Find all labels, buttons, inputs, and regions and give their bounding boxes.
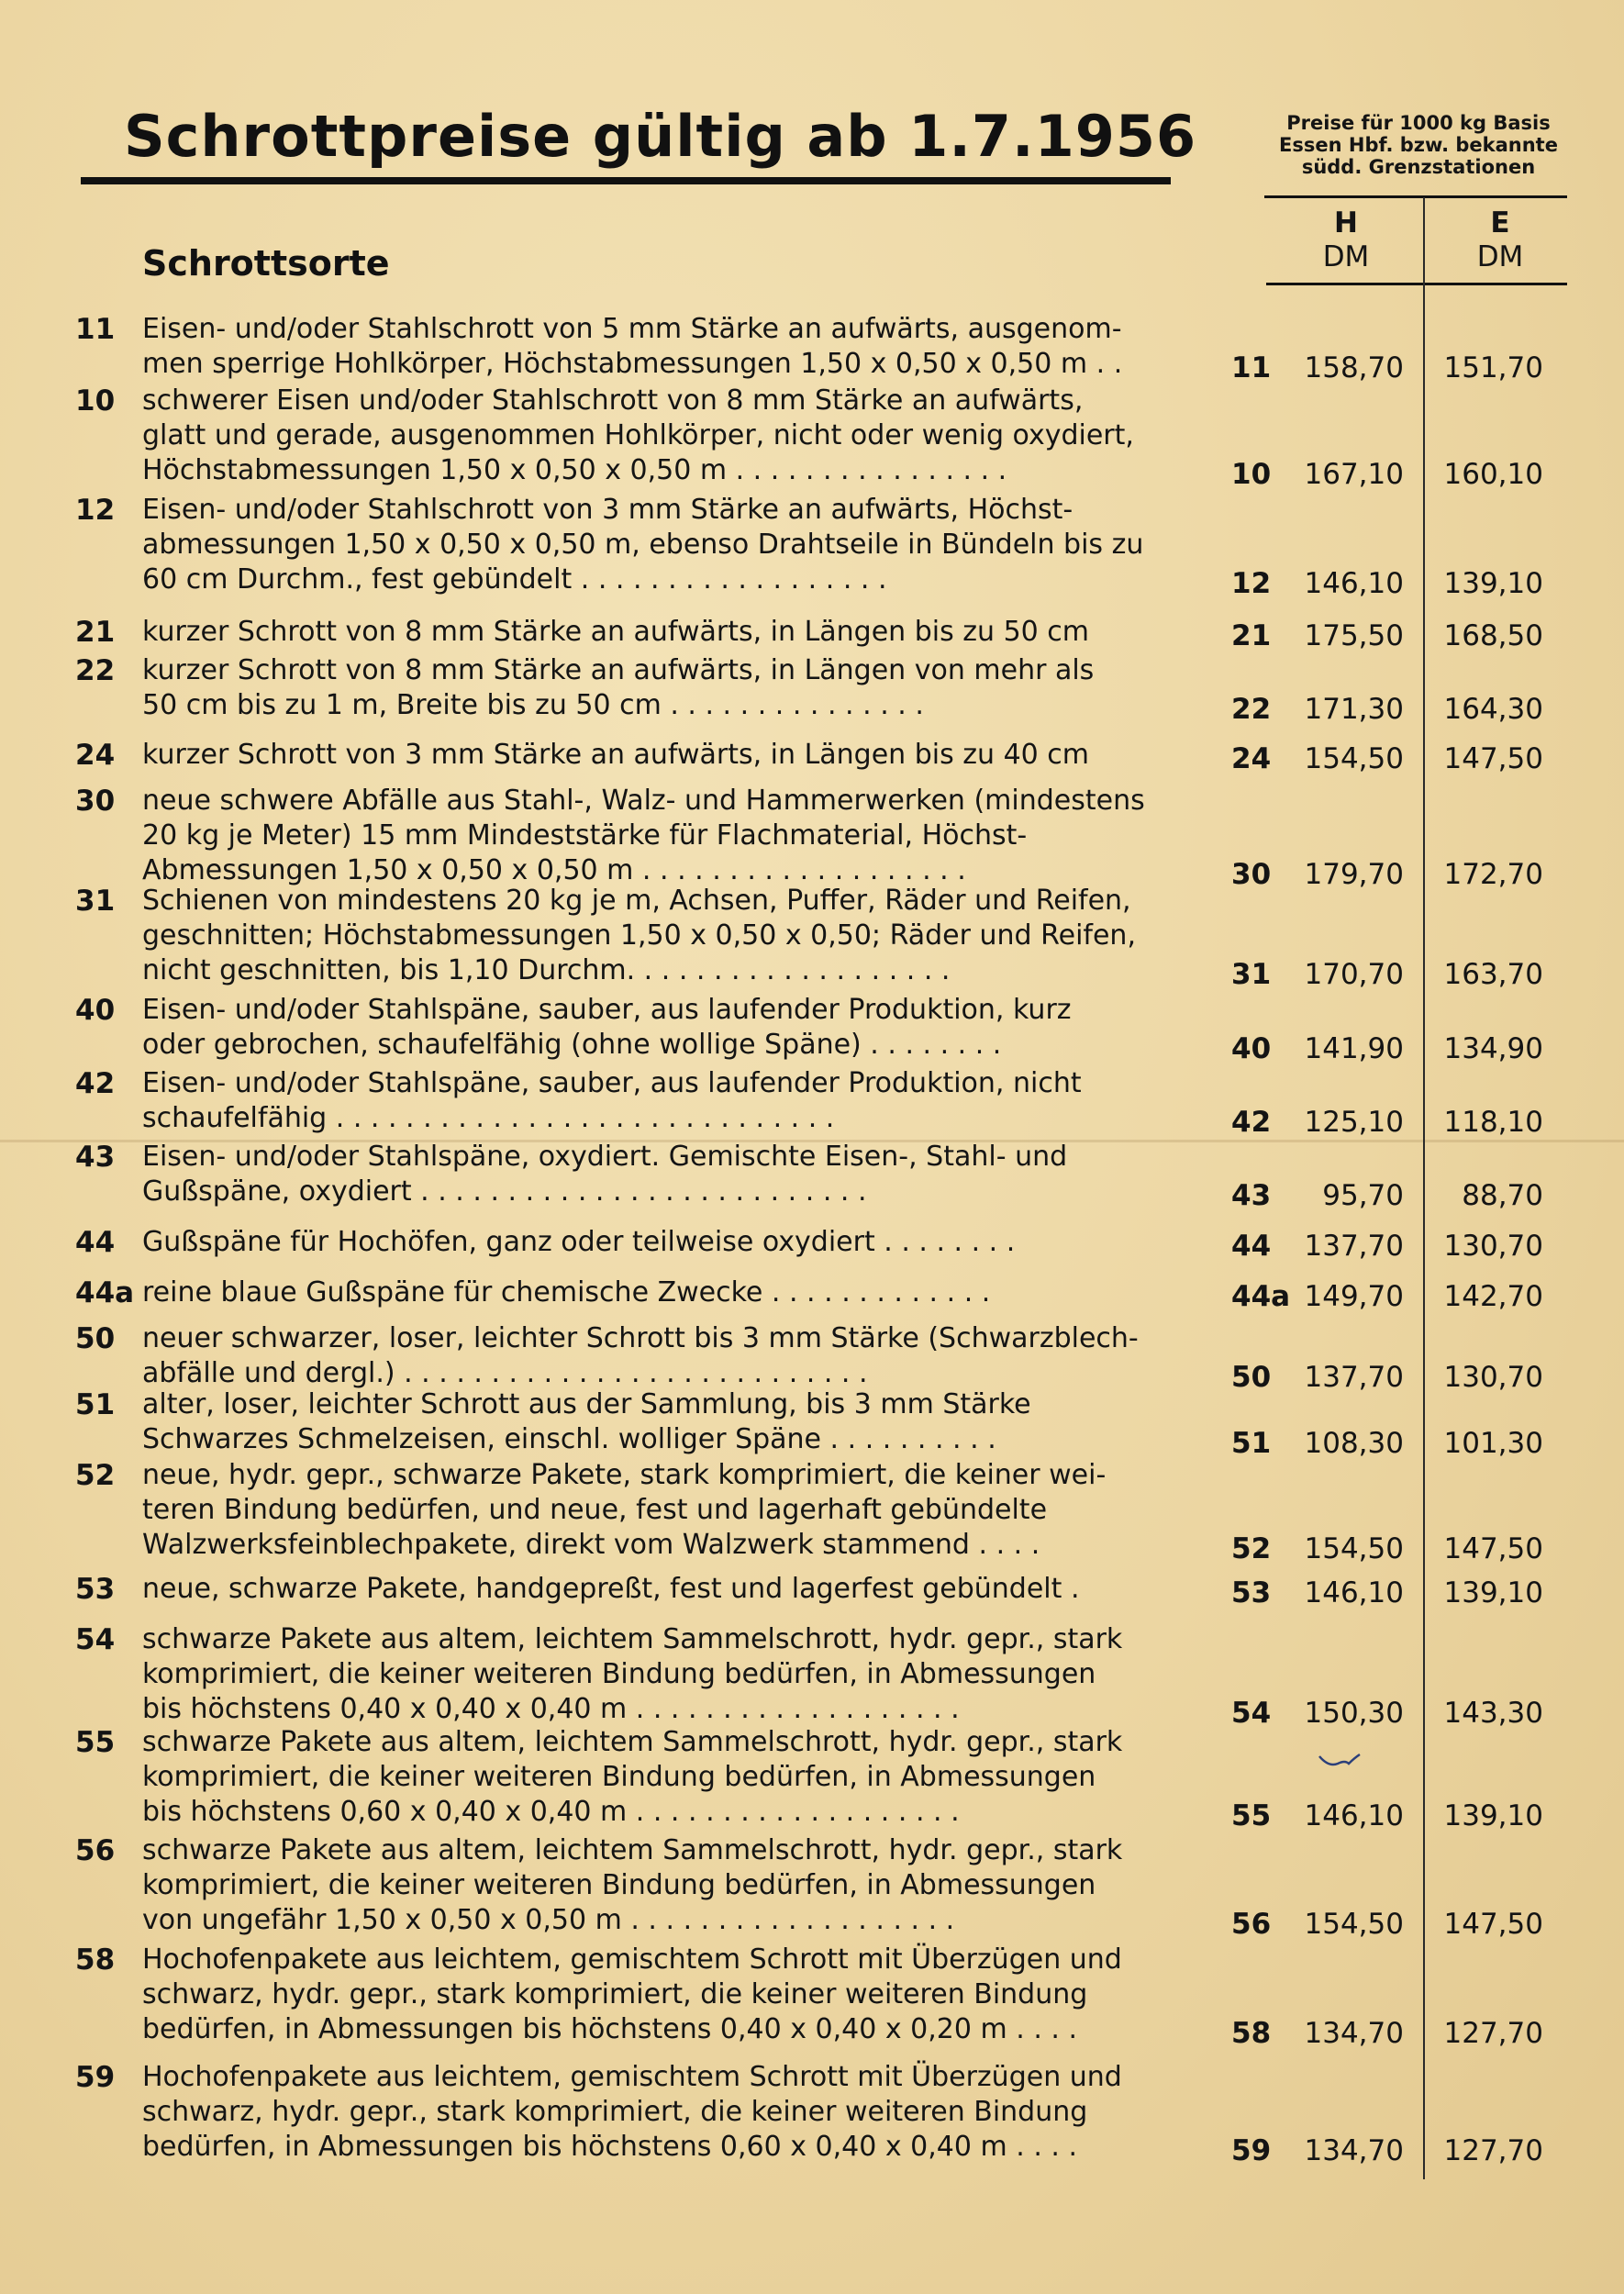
item-code-repeat: 53 — [1231, 1576, 1272, 1609]
description-line: schwerer Eisen und/oder Stahlschrott von 8 mm Stärke an aufwärts, — [142, 384, 1084, 417]
price-h: 146,10 — [1304, 567, 1404, 600]
item-code: 21 — [75, 616, 116, 649]
item-code-repeat: 52 — [1231, 1532, 1272, 1565]
description-line: schwarze Pakete aus altem, leichtem Sammelschrott, hydr. gepr., stark — [142, 1834, 1123, 1866]
item-code-repeat: 42 — [1231, 1106, 1272, 1139]
item-code: 53 — [75, 1573, 116, 1606]
item-description — [142, 784, 1208, 888]
price-h: 170,70 — [1304, 958, 1404, 991]
item-code-repeat: 51 — [1231, 1427, 1272, 1460]
column-header-e — [1431, 206, 1569, 274]
item-code-repeat: 22 — [1231, 693, 1272, 726]
description-line: reine blaue Gußspäne für chemische Zwecke . . . . . . . . . . . . . — [142, 1276, 991, 1308]
description-line: men sperrige Hohlkörper, Höchstabmessungen 1,50 x 0,50 x 0,50 m . . — [142, 348, 1123, 380]
item-description — [142, 493, 1208, 597]
description-line: schwarze Pakete aus altem, leichtem Sammelschrott, hydr. gepr., stark — [142, 1623, 1123, 1655]
item-description — [142, 1943, 1208, 2047]
title-underline — [81, 177, 1171, 184]
item-description — [142, 2060, 1208, 2165]
item-code-repeat: 44 — [1231, 1230, 1272, 1263]
price-e: 151,70 — [1443, 351, 1543, 384]
description-line: komprimiert, die keiner weiteren Bindung bedürfen, in Abmessungen — [142, 1869, 1096, 1901]
item-code-repeat: 54 — [1231, 1697, 1272, 1730]
price-e: 163,70 — [1443, 958, 1543, 991]
item-description — [142, 1458, 1208, 1563]
description-line: Abmessungen 1,50 x 0,50 x 0,50 m . . . . . . . . . . . . . . . . . . . — [142, 854, 966, 886]
description-line: bedürfen, in Abmessungen bis höchstens 0,40 x 0,40 x 0,20 m . . . . — [142, 2013, 1078, 2045]
description-line: schaufelfähig . . . . . . . . . . . . . . . . . . . . . . . . . . . . . — [142, 1102, 835, 1134]
item-description — [142, 1622, 1208, 1727]
price-h: 167,10 — [1304, 458, 1404, 491]
item-code-repeat: 55 — [1231, 1799, 1272, 1832]
description-line: bis höchstens 0,60 x 0,40 x 0,40 m . . . . . . . . . . . . . . . . . . . — [142, 1796, 960, 1828]
item-description — [142, 738, 1208, 773]
item-code: 10 — [75, 384, 116, 418]
column-e-unit: DM — [1476, 240, 1524, 273]
price-h: 95,70 — [1322, 1179, 1404, 1212]
price-h: 146,10 — [1304, 1799, 1404, 1832]
item-description — [142, 1833, 1208, 1938]
item-code-repeat: 30 — [1231, 858, 1272, 891]
item-code: 51 — [75, 1388, 116, 1421]
price-e: 127,70 — [1443, 2017, 1543, 2050]
description-line: Eisen- und/oder Stahlspäne, sauber, aus laufender Produktion, kurz — [142, 994, 1072, 1026]
item-code-repeat: 31 — [1231, 958, 1272, 991]
description-line: Gußspäne für Hochöfen, ganz oder teilweise oxydiert . . . . . . . . — [142, 1226, 1016, 1258]
price-h: 141,90 — [1304, 1032, 1404, 1065]
price-h: 137,70 — [1304, 1361, 1404, 1394]
item-code-repeat: 44a — [1231, 1280, 1291, 1313]
description-line: Walzwerksfeinblechpakete, direkt vom Walzwerk stammend . . . . — [142, 1529, 1040, 1561]
description-line: abmessungen 1,50 x 0,50 x 0,50 m, ebenso Drahtseile in Bündeln bis zu — [142, 529, 1144, 561]
item-code: 40 — [75, 994, 116, 1027]
description-line: komprimiert, die keiner weiteren Bindung bedürfen, in Abmessungen — [142, 1761, 1096, 1793]
basis-rule — [1264, 195, 1567, 198]
price-h: 179,70 — [1304, 858, 1404, 891]
item-code: 58 — [75, 1943, 116, 1977]
description-line: Höchstabmessungen 1,50 x 0,50 x 0,50 m . . . . . . . . . . . . . . . . — [142, 454, 1007, 486]
item-code: 59 — [75, 2061, 116, 2094]
item-code-repeat: 43 — [1231, 1179, 1272, 1212]
price-e: 134,90 — [1443, 1032, 1543, 1065]
item-code-repeat: 50 — [1231, 1361, 1272, 1394]
item-description — [142, 1572, 1208, 1607]
price-e: 139,10 — [1443, 567, 1543, 600]
item-description — [142, 1066, 1208, 1136]
page-title: Schrottpreise gültig ab 1.7.1956 — [124, 103, 1197, 170]
item-code-repeat: 59 — [1231, 2134, 1272, 2167]
description-line: oder gebrochen, schaufelfähig (ohne wollige Späne) . . . . . . . . — [142, 1029, 1002, 1061]
price-h: 154,50 — [1304, 742, 1404, 775]
item-code: 22 — [75, 654, 116, 687]
description-line: nicht geschnitten, bis 1,10 Durchm. . . . . . . . . . . . . . . . . . . — [142, 954, 951, 986]
price-e: 127,70 — [1443, 2134, 1543, 2167]
description-line: 20 kg je Meter) 15 mm Mindeststärke für Flachmaterial, Höchst- — [142, 819, 1028, 852]
item-code: 12 — [75, 494, 116, 527]
price-e: 147,50 — [1443, 742, 1543, 775]
item-code: 52 — [75, 1459, 116, 1492]
description-line: Eisen- und/oder Stahlschrott von 3 mm Stärke an aufwärts, Höchst- — [142, 494, 1073, 526]
price-h: 158,70 — [1304, 351, 1404, 384]
price-e: 172,70 — [1443, 858, 1543, 891]
description-line: bedürfen, in Abmessungen bis höchstens 0,60 x 0,40 x 0,40 m . . . . — [142, 2131, 1078, 2163]
item-code: 43 — [75, 1141, 116, 1174]
item-code: 30 — [75, 785, 116, 818]
column-h-unit: DM — [1322, 240, 1370, 273]
price-e: 168,50 — [1443, 619, 1543, 652]
description-line: Gußspäne, oxydiert . . . . . . . . . . . . . . . . . . . . . . . . . . — [142, 1175, 867, 1208]
description-line: bis höchstens 0,40 x 0,40 x 0,40 m . . . . . . . . . . . . . . . . . . . — [142, 1693, 960, 1725]
description-line: schwarze Pakete aus altem, leichtem Sammelschrott, hydr. gepr., stark — [142, 1726, 1123, 1758]
description-line: glatt und gerade, ausgenommen Hohlkörper, nicht oder wenig oxydiert, — [142, 419, 1134, 451]
description-line: neue, schwarze Pakete, handgepreßt, fest und lagerfest gebündelt . — [142, 1573, 1080, 1605]
price-e: 101,30 — [1443, 1427, 1543, 1460]
description-line: schwarz, hydr. gepr., stark komprimiert, die keiner weiteren Bindung — [142, 1978, 1088, 2010]
price-e: 118,10 — [1443, 1106, 1543, 1139]
description-line: kurzer Schrott von 8 mm Stärke an aufwärts, in Längen bis zu 50 cm — [142, 616, 1089, 648]
column-header-h — [1277, 206, 1415, 274]
price-basis-note — [1264, 112, 1573, 178]
item-description — [142, 1225, 1208, 1260]
column-label-schrottsorte: Schrottsorte — [142, 243, 390, 284]
description-line: Eisen- und/oder Stahlschrott von 5 mm Stärke an aufwärts, ausgenom- — [142, 313, 1122, 345]
check-mark-icon — [1318, 1753, 1362, 1771]
price-h: 154,50 — [1304, 1908, 1404, 1941]
description-line: 60 cm Durchm., fest gebündelt . . . . . . . . . . . . . . . . . . — [142, 563, 887, 596]
item-code-repeat: 56 — [1231, 1908, 1272, 1941]
item-code: 56 — [75, 1834, 116, 1867]
item-code: 54 — [75, 1623, 116, 1656]
item-code-repeat: 24 — [1231, 742, 1272, 775]
description-line: alter, loser, leichter Schrott aus der Sammlung, bis 3 mm Stärke — [142, 1388, 1031, 1420]
header-rule — [1266, 283, 1567, 285]
description-line: kurzer Schrott von 8 mm Stärke an aufwärts, in Längen von mehr als — [142, 654, 1095, 686]
description-line: komprimiert, die keiner weiteren Bindung bedürfen, in Abmessungen — [142, 1658, 1096, 1690]
price-basis-line: Essen Hbf. bzw. bekannte — [1279, 134, 1558, 156]
item-code: 55 — [75, 1726, 116, 1759]
item-description — [142, 312, 1208, 382]
item-code: 50 — [75, 1322, 116, 1355]
item-code: 31 — [75, 885, 116, 918]
column-e-letter: E — [1490, 206, 1510, 239]
price-e: 130,70 — [1443, 1361, 1543, 1394]
description-line: Schwarzes Schmelzeisen, einschl. wolliger Späne . . . . . . . . . . — [142, 1423, 996, 1455]
item-description — [142, 1321, 1208, 1391]
item-code-repeat: 11 — [1231, 351, 1272, 384]
price-h: 154,50 — [1304, 1532, 1404, 1565]
price-e: 143,30 — [1443, 1697, 1543, 1730]
item-description — [142, 384, 1208, 488]
description-line: neue schwere Abfälle aus Stahl-, Walz- und Hammerwerken (mindestens — [142, 785, 1145, 817]
description-line: von ungefähr 1,50 x 0,50 x 0,50 m . . . . . . . . . . . . . . . . . . . — [142, 1904, 955, 1936]
price-h: 137,70 — [1304, 1230, 1404, 1263]
price-h: 171,30 — [1304, 693, 1404, 726]
description-line: kurzer Schrott von 3 mm Stärke an aufwärts, in Längen bis zu 40 cm — [142, 739, 1089, 771]
price-e: 147,50 — [1443, 1532, 1543, 1565]
description-line: abfälle und dergl.) . . . . . . . . . . . . . . . . . . . . . . . . . . . — [142, 1357, 868, 1389]
item-code: 42 — [75, 1067, 116, 1100]
price-e: 147,50 — [1443, 1908, 1543, 1941]
item-description — [142, 884, 1208, 988]
description-line: Hochofenpakete aus leichtem, gemischtem Schrott mit Überzügen und — [142, 2061, 1122, 2093]
price-basis-line: südd. Grenzstationen — [1301, 156, 1536, 178]
description-line: Schienen von mindestens 20 kg je m, Achsen, Puffer, Räder und Reifen, — [142, 885, 1131, 917]
item-description — [142, 653, 1208, 723]
price-e: 139,10 — [1443, 1576, 1543, 1609]
item-description — [142, 1275, 1208, 1310]
item-code-repeat: 40 — [1231, 1032, 1272, 1065]
price-e: 160,10 — [1443, 458, 1543, 491]
price-h: 175,50 — [1304, 619, 1404, 652]
item-code-repeat: 21 — [1231, 619, 1272, 652]
column-h-letter: H — [1334, 206, 1358, 239]
description-line: neuer schwarzer, loser, leichter Schrott bis 3 mm Stärke (Schwarzblech- — [142, 1322, 1139, 1354]
price-h: 108,30 — [1304, 1427, 1404, 1460]
price-e: 130,70 — [1443, 1230, 1543, 1263]
price-h: 150,30 — [1304, 1697, 1404, 1730]
price-e: 88,70 — [1462, 1179, 1543, 1212]
price-basis-line: Preise für 1000 kg Basis — [1286, 112, 1551, 134]
price-h: 134,70 — [1304, 2134, 1404, 2167]
price-h: 125,10 — [1304, 1106, 1404, 1139]
item-description — [142, 615, 1208, 650]
item-code: 11 — [75, 313, 116, 346]
price-e: 164,30 — [1443, 693, 1543, 726]
item-code: 24 — [75, 739, 116, 772]
item-description — [142, 1725, 1208, 1830]
description-line: teren Bindung bedürfen, und neue, fest und lagerhaft gebündelte — [142, 1494, 1048, 1526]
price-e: 139,10 — [1443, 1799, 1543, 1832]
price-h: 149,70 — [1304, 1280, 1404, 1313]
item-code: 44a — [75, 1276, 135, 1309]
item-description — [142, 993, 1208, 1063]
item-code-repeat: 10 — [1231, 458, 1272, 491]
item-code-repeat: 12 — [1231, 567, 1272, 600]
description-line: geschnitten; Höchstabmessungen 1,50 x 0,50 x 0,50; Räder und Reifen, — [142, 919, 1136, 952]
description-line: schwarz, hydr. gepr., stark komprimiert, die keiner weiteren Bindung — [142, 2096, 1088, 2128]
description-line: Eisen- und/oder Stahlspäne, sauber, aus laufender Produktion, nicht — [142, 1067, 1082, 1099]
description-line: neue, hydr. gepr., schwarze Pakete, stark komprimiert, die keiner wei- — [142, 1459, 1107, 1491]
description-line: Eisen- und/oder Stahlspäne, oxydiert. Gemischte Eisen-, Stahl- und — [142, 1141, 1068, 1173]
description-line: Hochofenpakete aus leichtem, gemischtem Schrott mit Überzügen und — [142, 1943, 1122, 1976]
description-line: 50 cm bis zu 1 m, Breite bis zu 50 cm . . . . . . . . . . . . . . . — [142, 689, 924, 721]
item-code: 44 — [75, 1226, 116, 1259]
price-h: 134,70 — [1304, 2017, 1404, 2050]
item-description — [142, 1387, 1208, 1457]
item-description — [142, 1140, 1208, 1209]
price-h: 146,10 — [1304, 1576, 1404, 1609]
item-code-repeat: 58 — [1231, 2017, 1272, 2050]
price-e: 142,70 — [1443, 1280, 1543, 1313]
